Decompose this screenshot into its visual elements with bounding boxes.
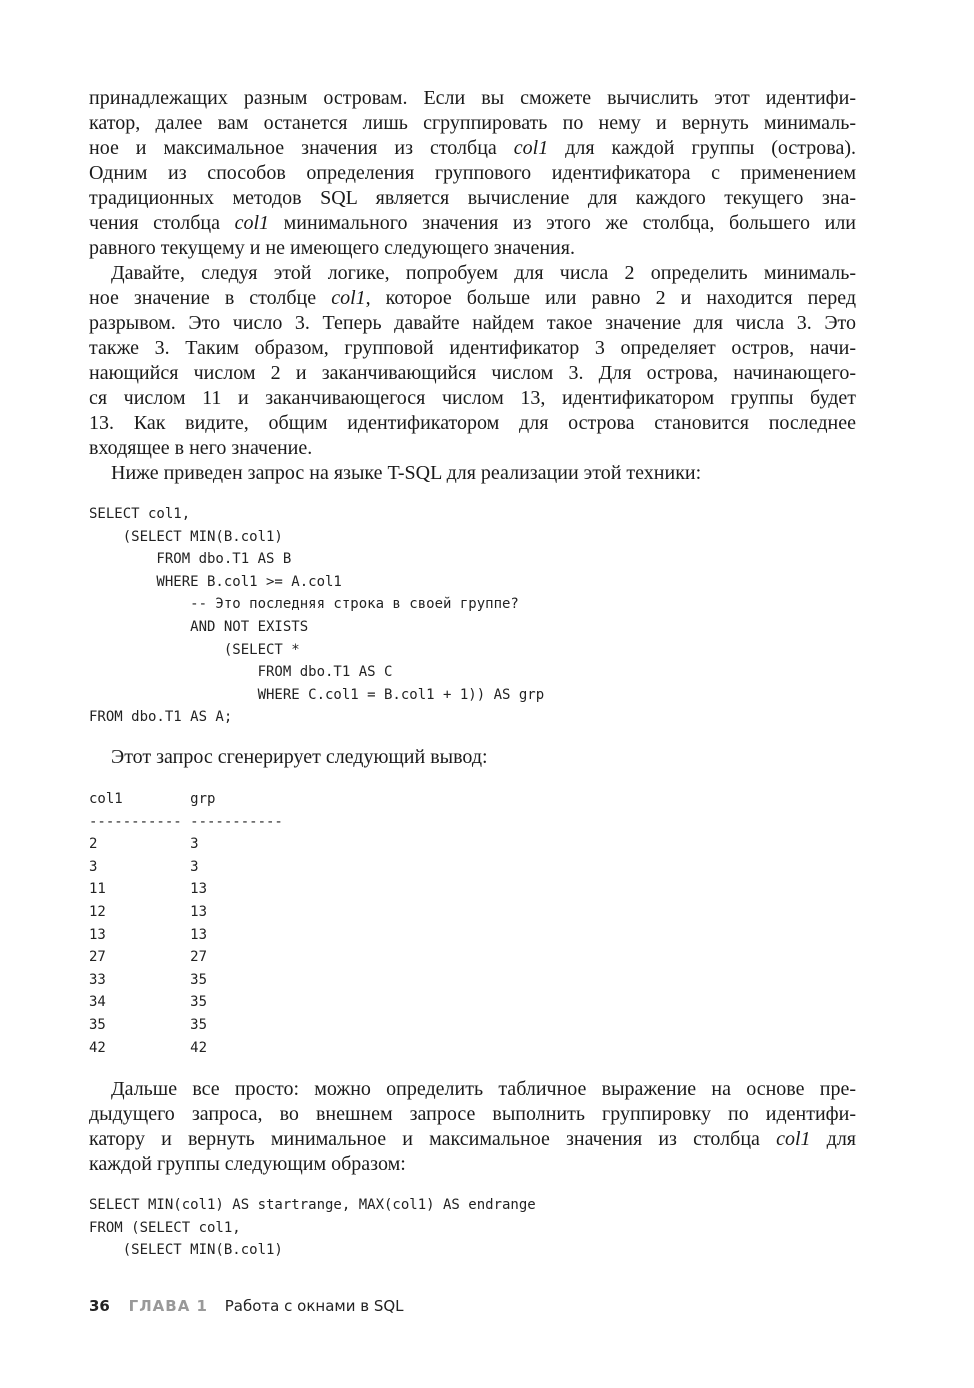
chapter-title: Работа с окнами в SQL — [224, 1297, 404, 1315]
paragraph-4 — [89, 745, 856, 770]
text-line: также 3. Таким образом, групповой идентификатор 3 определяет остров, начи- — [89, 337, 856, 359]
chapter-label: ГЛАВА 1 — [128, 1297, 208, 1315]
text-line: традиционных методов SQL является вычисление для каждого текущего зна- — [89, 187, 856, 209]
page-number: 36 — [89, 1297, 110, 1315]
sql-code-grouping: SELECT MIN(col1) AS startrange, MAX(col1) AS endrange FROM (SELECT col1, (SELECT MIN(B.col1) — [89, 1197, 536, 1259]
text-line: Этот запрос сгенерирует следующий вывод: — [111, 746, 488, 768]
text-line: Дальше все просто: можно определить табличное выражение на основе пре- — [111, 1078, 856, 1100]
text-line: Давайте, следуя этой логике, попробуем для числа 2 определить минималь- — [111, 262, 856, 284]
text-line: 13. Как видите, общим идентификатором для острова становится последнее — [89, 412, 856, 434]
text-line: ное и максимальное значения из столбца col1 для каждой группы (острова). — [89, 137, 856, 159]
paragraph-5 — [89, 1077, 856, 1177]
text-line: ся числом 11 и заканчивающегося числом 13, идентификатором группы будет — [89, 387, 856, 409]
paragraph-3 — [89, 461, 856, 486]
text-line: катору и вернуть минимальное и максимальное значения из столбца col1 для — [89, 1128, 856, 1150]
text-line: каждой группы следующим образом: — [89, 1153, 406, 1175]
text-line: разрывом. Это число 3. Теперь давайте найдем такое значение для числа 3. Это — [89, 312, 856, 334]
text-line: чения столбца col1 минимального значения из этого же столбца, большего или — [89, 212, 856, 234]
text-line: входящее в него значение. — [89, 437, 313, 459]
page-footer — [89, 1294, 404, 1318]
text-line: равного текущему и не имеющего следующего значения. — [89, 237, 575, 259]
text-line: катор, далее вам останется лишь сгруппировать по нему и вернуть минималь- — [89, 112, 856, 134]
sql-code-query: SELECT col1, (SELECT MIN(B.col1) FROM dbo.T1 AS B WHERE B.col1 >= A.col1 -- Это последняя строка в своей группе? AND NOT EXISTS (SELECT * FROM dbo.T1 AS C WHERE C.col1 = B.col1 + 1)) AS grp FROM dbo.T1 AS A; — [89, 506, 545, 726]
text-line: Одним из способов определения группового идентификатора с применением — [89, 162, 856, 184]
paragraph-2 — [89, 261, 856, 461]
paragraph-1 — [89, 86, 856, 261]
text-line: ное значение в столбце col1, которое больше или равно 2 и находится перед — [89, 287, 856, 309]
text-line: принадлежащих разным островам. Если вы сможете вычислить этот идентифи- — [89, 87, 856, 109]
text-line: Ниже приведен запрос на языке T-SQL для реализации этой техники: — [111, 462, 702, 484]
text-line: дыдущего запроса, во внешнем запросе выполнить группировку по идентифи- — [89, 1103, 856, 1125]
query-output: col1 grp ----------- ----------- 2 3 3 3 11 13 12 13 13 13 27 27 33 35 34 35 35 35 42 42 — [89, 791, 283, 1056]
text-line: нающийся числом 2 и заканчивающийся числом 3. Для острова, начинающего- — [89, 362, 856, 384]
